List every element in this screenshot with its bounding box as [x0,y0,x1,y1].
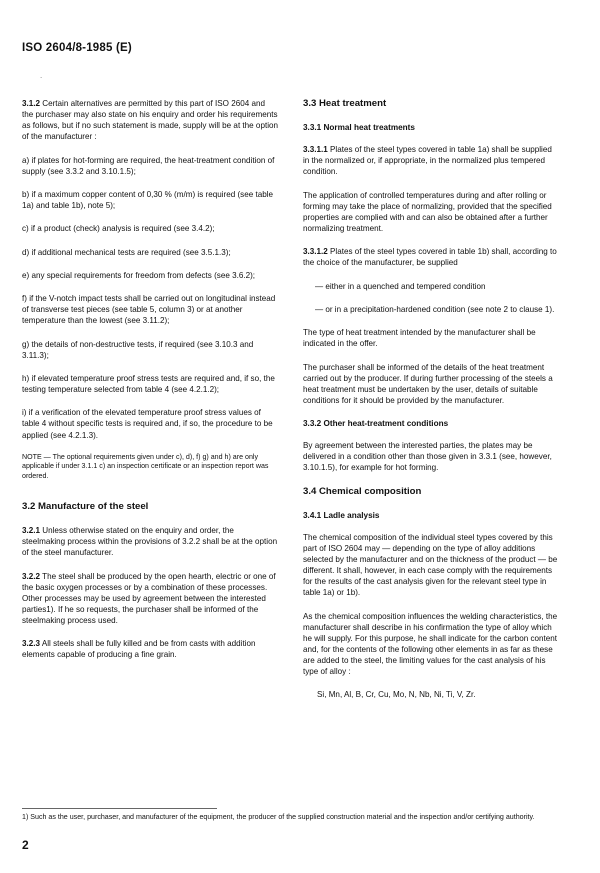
paragraph-welding: As the chemical composition influences the welding characteristics, the manufacturer shall describe in his confirmation the type of alloy which he will supply. For this purpose, he shall indicate for the carbon content and, for the contents of the following other elements in as far as these are added to the steel, the limiting values for the cast analysis of his type of alloy : [303,611,558,677]
option-a: a) if plates for hot-forming are required, the heat-treatment condition of supply (see 3.3.2 and 3.10.1.5); [22,155,275,176]
paragraph-agreement: By agreement between the interested parties, the plates may be delivered in a condition other than those given in 3.3.1 (see, however, 3.10.1.5), for example for hot forming. [303,441,552,473]
option-b: b) if a maximum copper content of 0,30 % (m/m) is required (see table 1a) and table 1b), note 5); [22,189,274,211]
heading-3-3: 3.3 Heat treatment [303,98,387,109]
option-f: f) if the V-notch impact tests shall be carried out on longitudinal instead of transverse test pieces (see table 5, column 3) or at another temperature than the lowest (see 3.11.2); [22,294,276,326]
heading-3-4: 3.4 Chemical composition [303,485,422,497]
heading-3-2: 3.2 Manufacture of the steel [22,501,149,513]
clause-3-3-1-2: 3.3.1.2 Plates of the steel types covered in table 1b) shall, according to the choice of the manufacturer, be supplied [303,247,557,268]
paragraph-purchaser-informed: The purchaser shall be informed of the details of the heat treatment carried out by the producer. If during further processing of the steels a heat treatment must be undertaken by the user, details of suitable conditions for it should be provided by the manufacturer. [303,362,553,405]
heading-3-3-1: 3.3.1 Normal heat treatments [303,123,415,133]
clause-3-3-1-1: 3.3.1.1 Plates of the steel types covered in table 1a) shall be supplied in the normalized or, if appropriate, in the normalized plus tempered condition. [303,145,552,177]
clause-3-2-2: 3.2.2 The steel shall be produced by the open hearth, electric or one of the basic oxygen processes or by a combination of these processes. Other processes may be used by agreement between the interested parties1). If he so requests, the purchaser shall be informed of the steelmaking process used. [22,571,276,625]
option-e: e) any special requirements for freedom from defects (see 3.6.2); [22,270,256,280]
heading-3-4-1: 3.4.1 Ladle analysis [303,510,380,520]
clause-3-1-2: 3.1.2 Certain alternatives are permitted by this part of ISO 2604 and the purchaser may also state on his enquiry and order his requirements as follows, but if no such statement is made, supply will be at the option of the manufacturer : [22,99,278,142]
paragraph-type-of-treatment: The type of heat treatment intended by the manufacturer shall be indicated in the offer. [303,328,536,349]
dash-item-quenched: — either in a quenched and tempered condition [315,281,486,291]
option-g: g) the details of non-destructive tests, if required (see 3.10.3 and 3.11.3); [22,339,254,360]
element-list: Si, Mn, Al, B, Cr, Cu, Mo, N, Nb, Ni, Ti, V, Zr. [317,690,476,700]
option-d: d) if additional mechanical tests are required (see 3.5.1.3); [22,247,231,257]
option-h: h) if elevated temperature proof stress tests are required and, if so, the testing temperature selected from table 4 (see 4.2.1.2); [22,374,275,395]
page-header: ISO 2604/8-1985 (E) [22,42,132,54]
heading-3-3-2: 3.3.2 Other heat-treatment conditions [303,419,449,429]
paragraph-ladle-analysis: The chemical composition of the individual steel types covered by this part of ISO 2604 may — depending on the type of alloy additions selected by the manufacturer and on the thickness of the product — be different. It shall, however, in each case comply with the requirements for the results of the cast analysis given for the relevant steel type in table 1a) or 1b). [303,532,558,598]
footnote-separator [22,808,217,809]
paragraph-controlled-temperatures: The application of controlled temperatures during and after rolling or forming may take the place of normalizing, provided that the specified properties are complied with and can also be obtained after a further normalizing treatment. [303,190,552,233]
scan-mark: . [40,71,43,80]
left-column [22,98,278,673]
note: NOTE — The optional requirements given under c), d), f) g) and h) are only applicable if under 3.1.1 c) an inspection certificate or an inspection report was ordered. [22,452,269,480]
option-i: i) if a verification of the elevated temperature proof stress values of table 4 without specific tests is required and, if so, the procedure to be applied (see 4.2.1.3). [22,408,273,440]
page-number: 2 [22,838,29,852]
option-c: c) if a product (check) analysis is required (see 3.4.2); [22,224,215,234]
dash-item-precipitation: — or in a precipitation-hardened condition (see note 2 to clause 1). [315,304,555,314]
right-column [303,98,559,713]
footnote: 1) Such as the user, purchaser, and manufacturer of the equipment, the producer of the supplied construction material and the inspection and/or certifying authority. [22,813,535,821]
clause-3-2-1: 3.2.1 Unless otherwise stated on the enquiry and order, the steelmaking process within the provisions of 3.2.2 shall be at the option of the steel manufacturer. [22,526,278,558]
clause-3-2-3: 3.2.3 All steels shall be fully killed and be from casts with addition elements capable of producing a fine grain. [22,639,256,660]
